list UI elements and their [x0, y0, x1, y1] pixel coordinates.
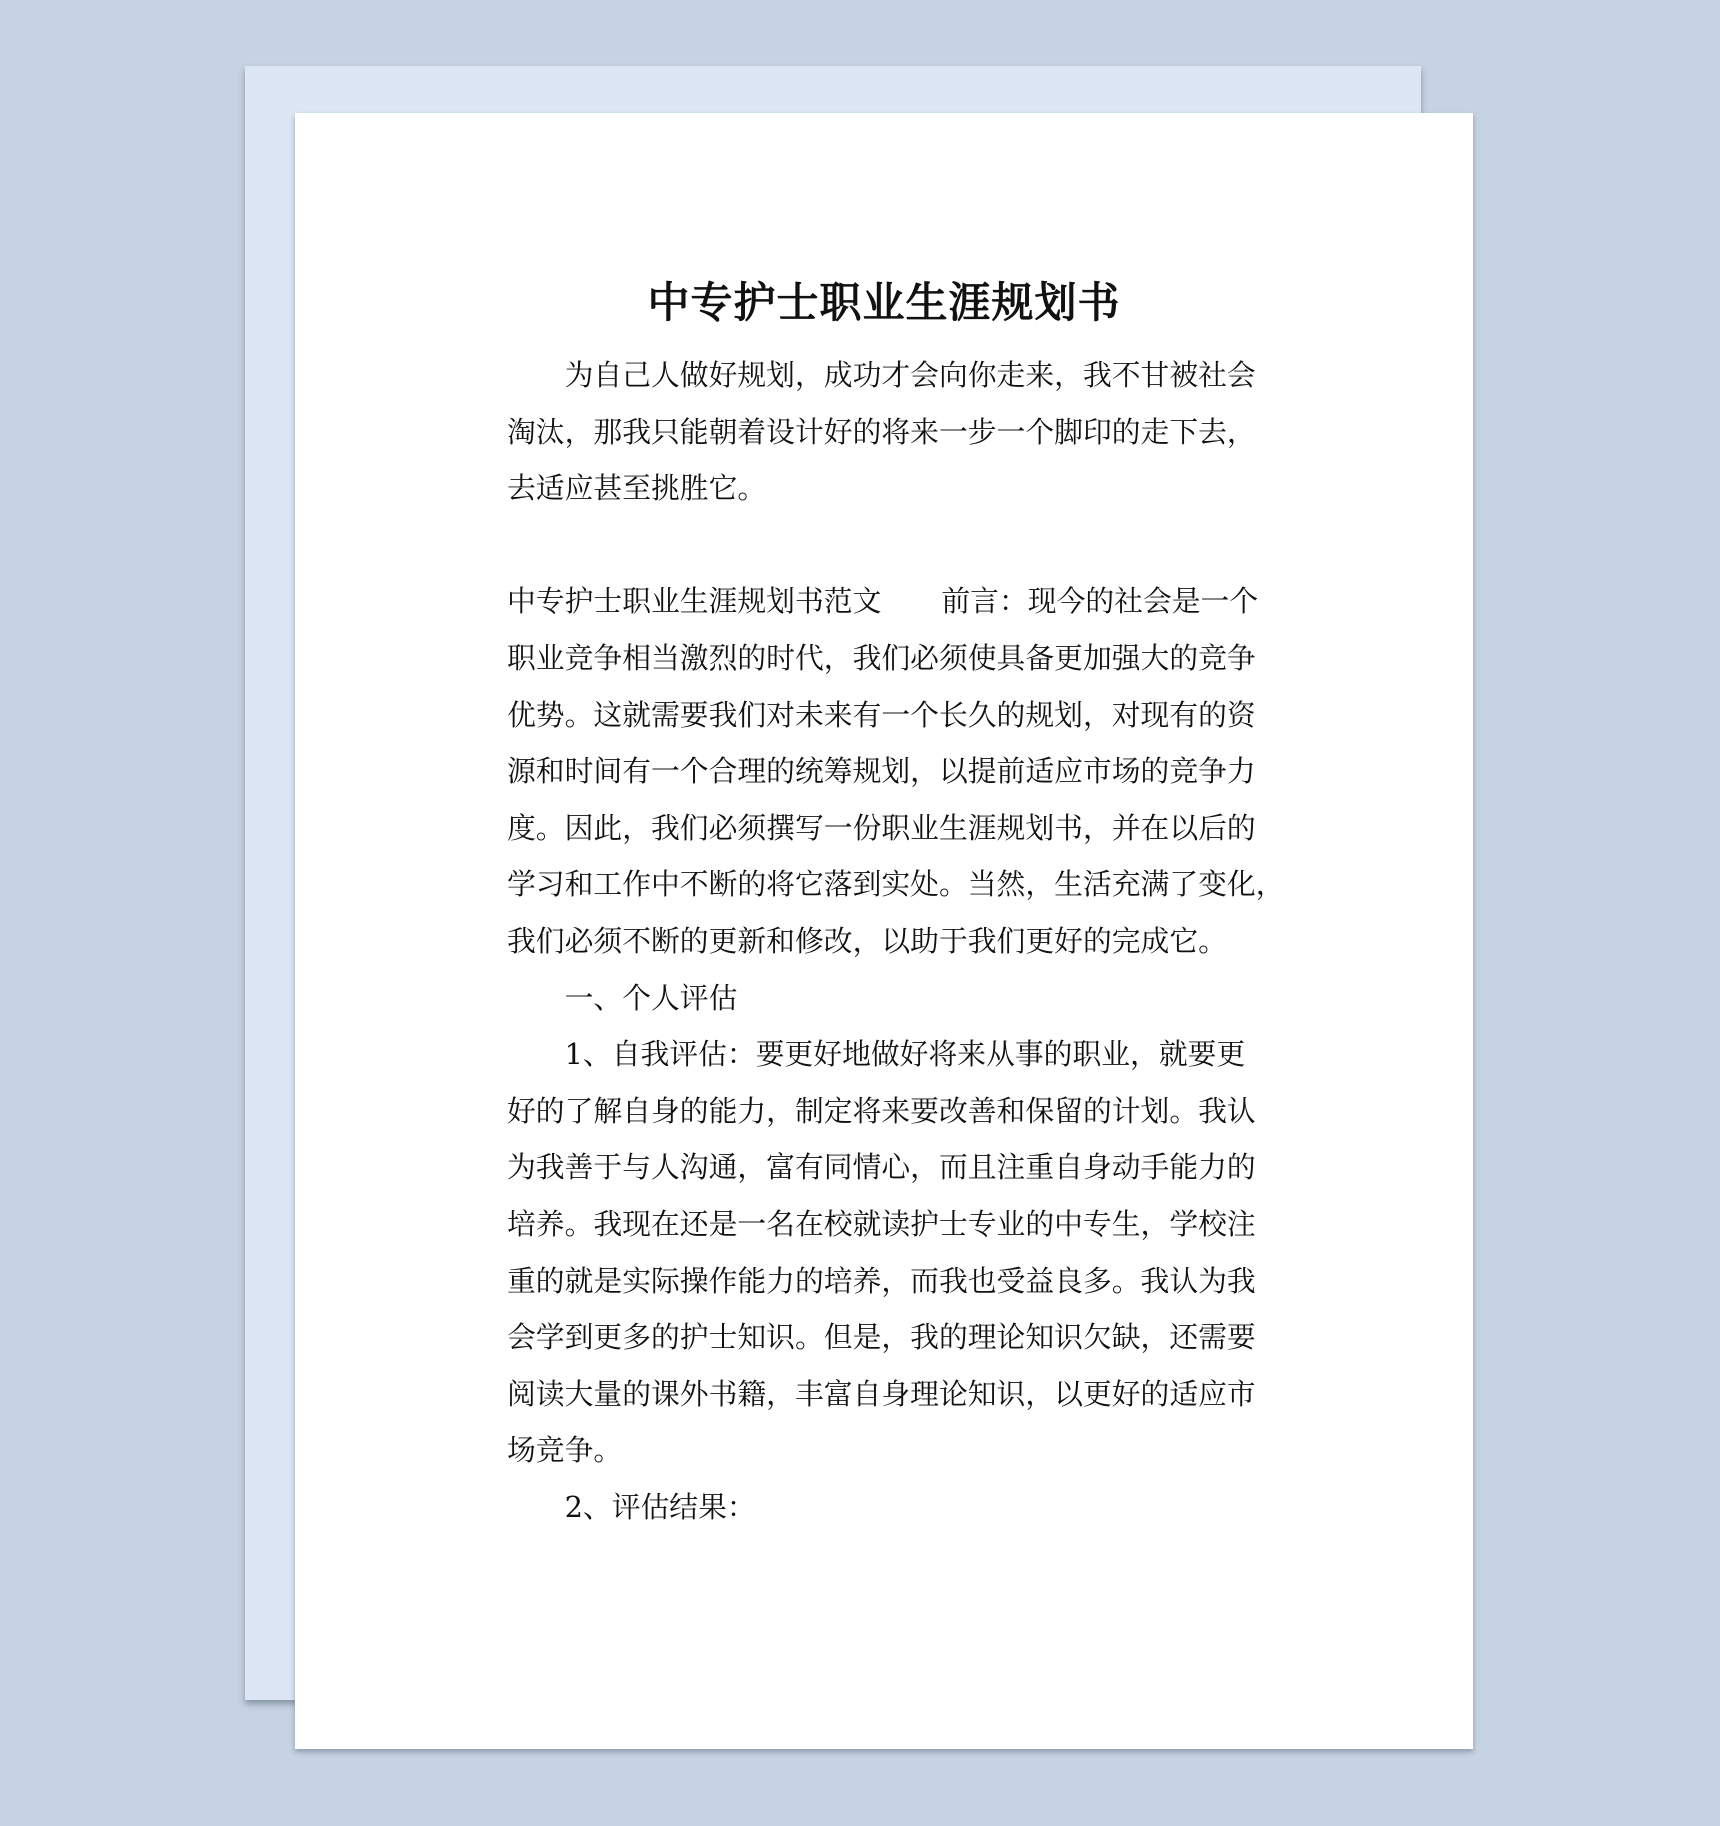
- intro-paragraph: [507, 347, 1267, 517]
- document-body: [507, 347, 1285, 1535]
- text-line: 源和时间有一个合理的统筹规划，以提前适应市场的竞争力: [507, 754, 1256, 789]
- text-line: 淘汰，那我只能朝着设计好的将来一步一个脚印的走下去，: [507, 414, 1256, 449]
- text-line: 学习和工作中不断的将它落到实处。当然，生活充满了变化，: [507, 867, 1285, 902]
- evaluation-result-heading: 2、评估结果：: [564, 1489, 756, 1524]
- text-line: 为我善于与人沟通，富有同情心，而且注重自身动手能力的: [507, 1150, 1256, 1185]
- document-title: 中专护士职业生涯规划书: [647, 278, 1121, 327]
- part1-heading: 一、个人评估: [564, 980, 738, 1015]
- text-line: [507, 573, 1267, 630]
- preface-paragraph: [507, 573, 1285, 969]
- text-line: 我们必须不断的更新和修改，以助于我们更好的完成它。: [507, 923, 1227, 958]
- text-line: 优势。这就需要我们对未来有一个长久的规划，对现有的资: [507, 697, 1256, 732]
- blank-line: [507, 517, 1267, 574]
- section-heading: 中专护士职业生涯规划书范文: [507, 584, 882, 619]
- text-line: 为自己人做好规划，成功才会向你走来，我不甘被社会: [564, 358, 1256, 392]
- text-line: 好的了解自身的能力，制定将来要改善和保留的计划。我认: [507, 1093, 1256, 1128]
- text-line: 度。因此，我们必须撰写一份职业生涯规划书，并在以后的: [507, 810, 1256, 845]
- text-line: 场竞争。: [507, 1433, 623, 1468]
- preface-start: 前言：现今的社会是一个: [941, 584, 1259, 619]
- text-line: 阅读大量的课外书籍，丰富自身理论知识，以更好的适应市: [507, 1376, 1256, 1411]
- text-line: 重的就是实际操作能力的培养，而我也受益良多。我认为我: [507, 1263, 1256, 1298]
- text-line: 1、自我评估：要更好地做好将来从事的职业，就要更: [564, 1037, 1246, 1072]
- text-line: 去适应甚至挑胜它。: [507, 471, 767, 506]
- document-page: [295, 113, 1473, 1749]
- self-evaluation-paragraph: [507, 1026, 1267, 1479]
- text-line: 会学到更多的护士知识。但是，我的理论知识欠缺，还需要: [507, 1320, 1256, 1355]
- text-line: 培养。我现在还是一名在校就读护士专业的中专生，学校注: [507, 1206, 1256, 1241]
- text-line: 职业竞争相当激烈的时代，我们必须使具备更加强大的竞争: [507, 640, 1256, 675]
